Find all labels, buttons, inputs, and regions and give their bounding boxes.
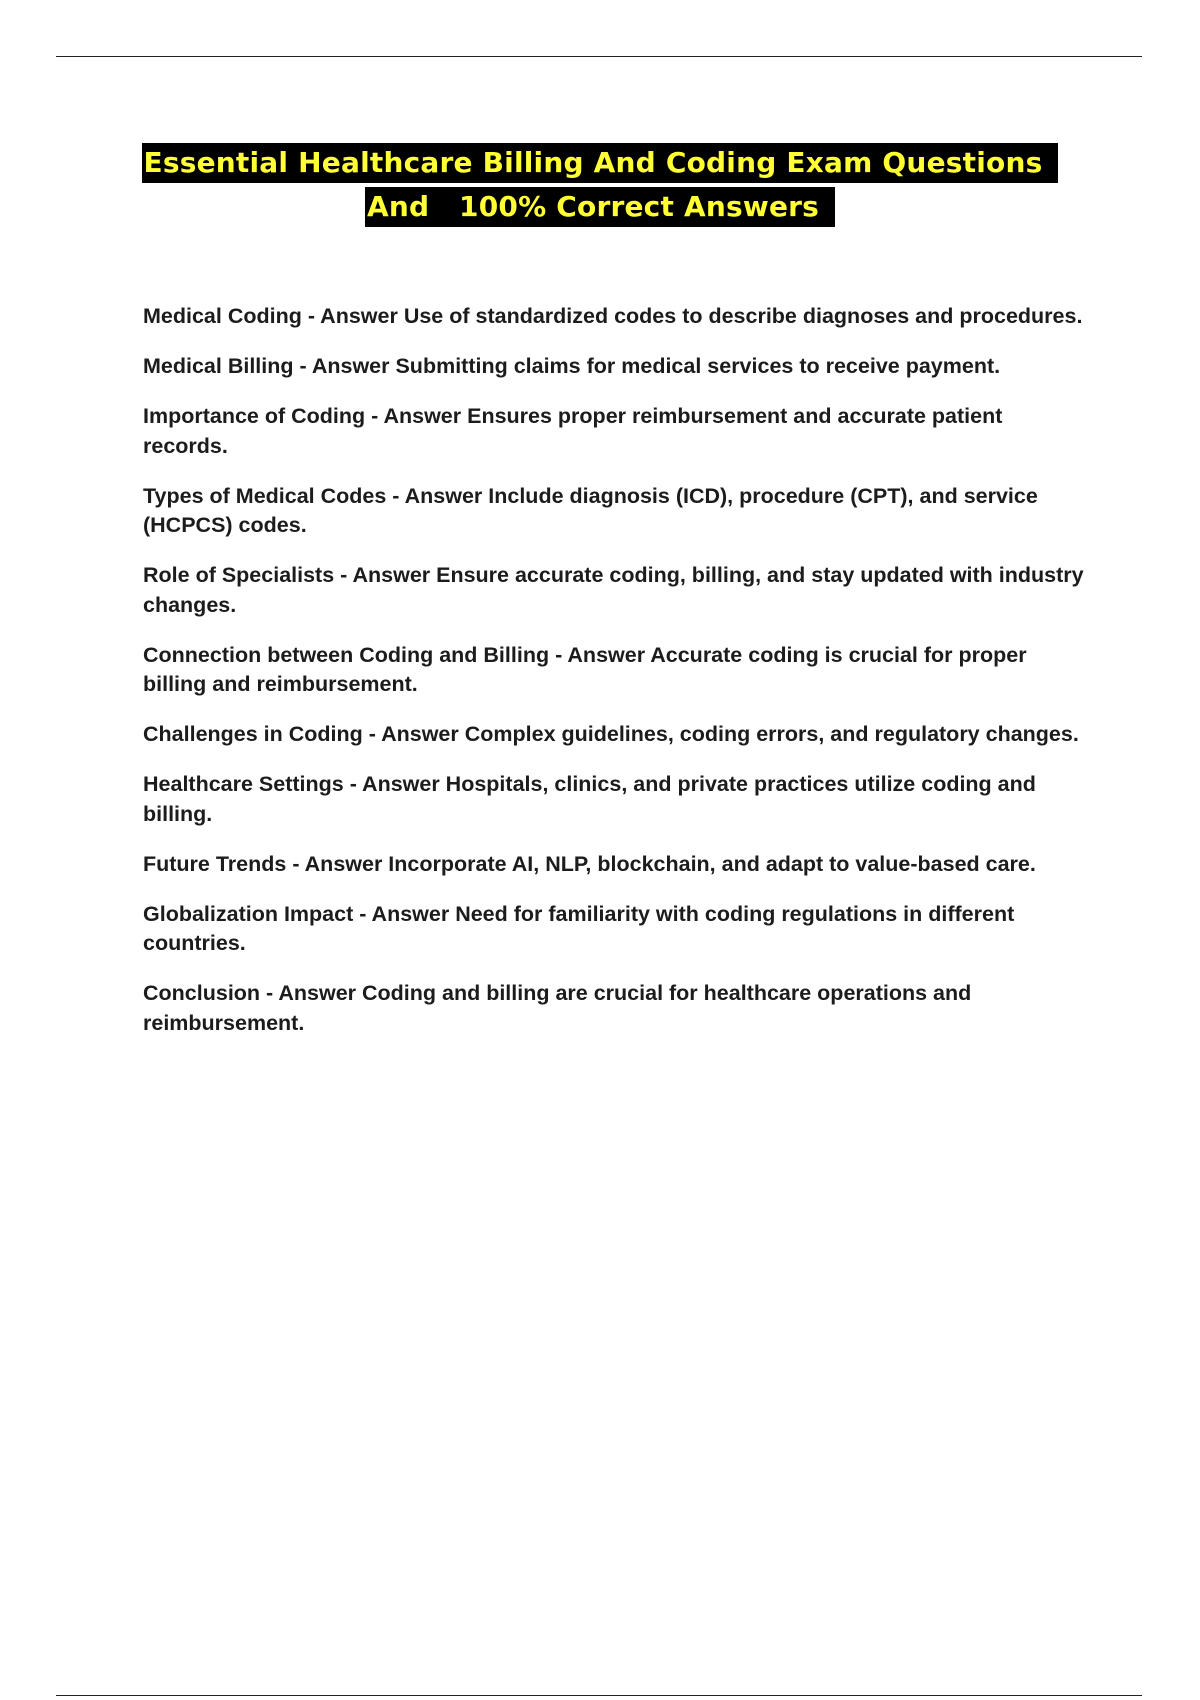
qa-item-importance-of-coding: Importance of Coding - Answer Ensures proper reimbursement and accurate patient records. <box>143 404 1003 458</box>
qa-item-types-of-medical-codes: Types of Medical Codes - Answer Include diagnosis (ICD), procedure (CPT), and service (HCPCS) codes. <box>143 483 1038 537</box>
qa-item-role-of-specialists: Role of Specialists - Answer Ensure accurate coding, billing, and stay updated with industry changes. <box>143 563 1084 617</box>
qa-item-healthcare-settings: Healthcare Settings - Answer Hospitals, clinics, and private practices utilize coding and billing. <box>143 772 1036 826</box>
qa-item-medical-coding: Medical Coding - Answer Use of standardized codes to describe diagnoses and procedures. <box>143 304 1083 328</box>
qa-item-coding-billing-connection: Connection between Coding and Billing - Answer Accurate coding is crucial for proper billing and reimbursement. <box>143 642 1027 696</box>
qa-item-globalization-impact: Globalization Impact - Answer Need for familiarity with coding regulations in different countries. <box>143 901 1015 955</box>
top-rule <box>56 56 1142 57</box>
qa-item-medical-billing: Medical Billing - Answer Submitting claims for medical services to receive payment. <box>143 354 1001 378</box>
qa-item-future-trends: Future Trends - Answer Incorporate AI, NLP, blockchain, and adapt to value-based care. <box>143 851 1036 876</box>
document-title <box>0 143 1200 227</box>
title-line-1: Essential Healthcare Billing And Coding Exam Questions <box>142 143 1059 183</box>
title-line-2: And 100% Correct Answers <box>365 187 835 227</box>
qa-item-conclusion: Conclusion - Answer Coding and billing are crucial for healthcare operations and reimbursement. <box>143 981 972 1035</box>
qa-item-challenges-in-coding: Challenges in Coding - Answer Complex guidelines, coding errors, and regulatory changes. <box>143 722 1079 746</box>
qa-list <box>143 302 1093 1059</box>
bottom-rule <box>56 1695 1142 1696</box>
